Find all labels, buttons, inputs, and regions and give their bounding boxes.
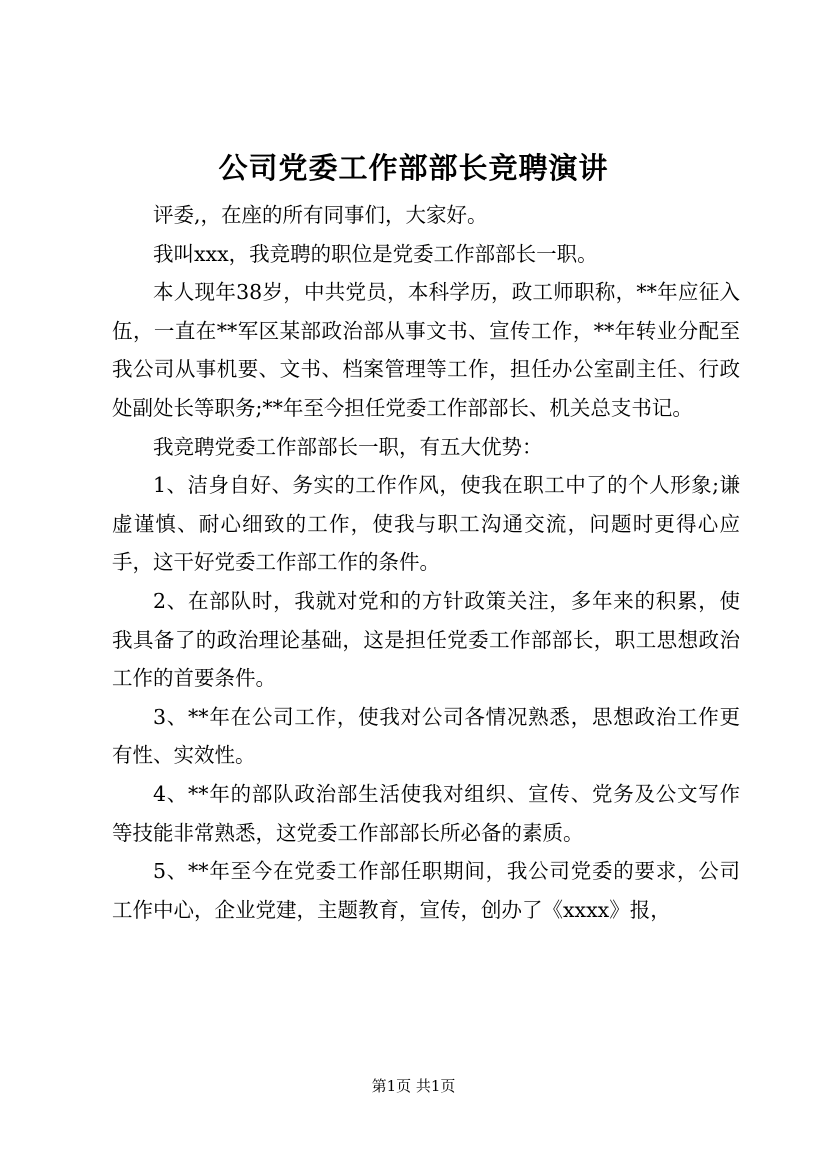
- paragraph-advantage-1: 1、洁身自好、务实的工作作风，使我在职工中了的个人形象;谦虚谨慎、耐心细致的工作，使我与职工沟通交流，问题时更得心应手，这干好党委工作部工作的条件。: [112, 473, 740, 575]
- paragraph-greeting: 评委,，在座的所有同事们，大家好。: [153, 203, 488, 227]
- paragraph-advantage-3: 3、**年在公司工作，使我对公司各情况熟悉，思想政治工作更有性、实效性。: [112, 704, 740, 768]
- document-body: [112, 196, 740, 929]
- paragraph-advantages-heading: 我竞聘党委工作部部长一职，有五大优势：: [153, 434, 543, 459]
- paragraph-background: 本人现年38岁，中共党员，本科学历，政工师职称，**年应征入伍，一直在**军区某部政治部从事文书、宣传工作，**年转业分配至我公司从事机要、文书、档案管理等工作，担任办公室副主任、行政处副处长等职务;**年至今担任党委工作部部长、机关总支书记。: [112, 280, 740, 420]
- document-title: 公司党委工作部部长竞聘演讲: [218, 151, 609, 185]
- page-footer: 第1页 共1页: [371, 1077, 456, 1095]
- paragraph-advantage-4: 4、**年的部队政治部生活使我对组织、宣传、党务及公文写作等技能非常熟悉，这党委工作部部长所必备的素质。: [112, 781, 740, 845]
- paragraph-advantage-5: 5、**年至今在党委工作部任职期间，我公司党委的要求，公司工作中心，企业党建，主题教育，宣传，创办了《xxxx》报，: [112, 859, 740, 922]
- paragraph-advantage-2: 2、在部队时，我就对党和的方针政策关注，多年来的积累，使我具备了的政治理论基础，这是担任党委工作部部长，职工思想政治工作的首要条件。: [112, 588, 740, 691]
- paragraph-intro: 我叫xxx，我竞聘的职位是党委工作部部长一职。: [153, 241, 598, 266]
